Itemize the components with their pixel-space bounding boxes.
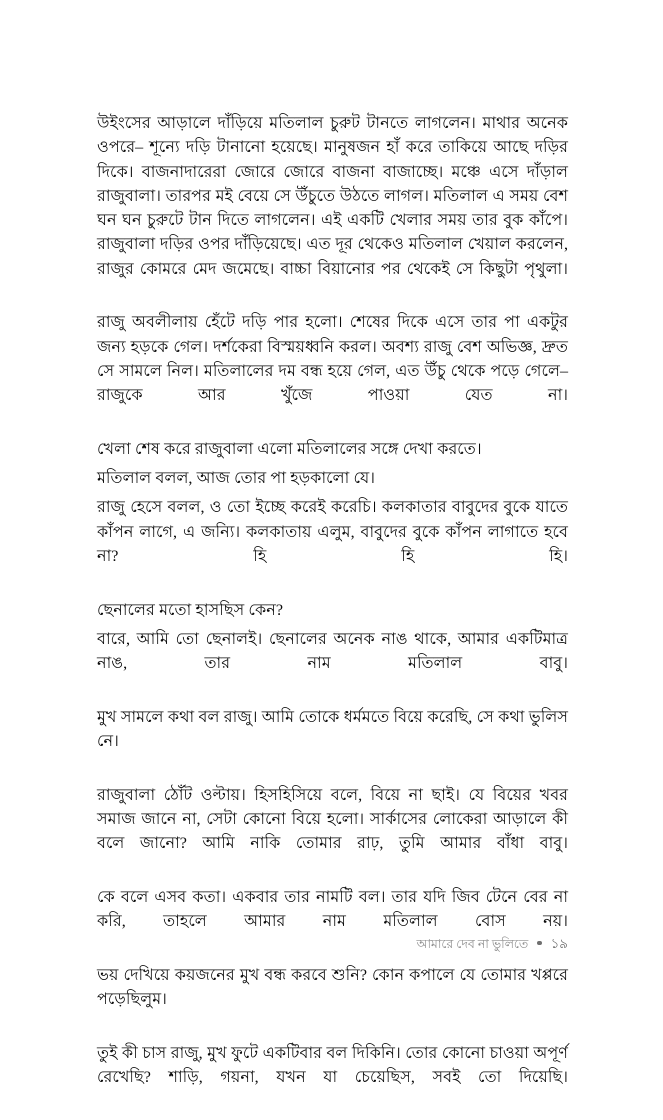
bullet-dot-icon: [537, 941, 541, 945]
footer-book-title: আমারে দেব না ভুলিতে: [416, 937, 529, 951]
paragraph: উইংসের আড়ালে দাঁড়িয়ে মতিলাল চুরুট টানতে লাগলেন। মাথার অনেক ওপরে– শূন্যে দড়ি টানানো হয়েছে। মানুষজন হাঁ করে তাকিয়ে আছে দড়ির দিকে। বাজনাদারেরা জোরে জোরে বাজনা বাজাচ্ছে। মঞ্চে এসে দাঁড়াল রাজুবালা। তারপর মই বেয়ে সে উঁচুতে উঠতে লাগল। মতিলাল এ সময় বেশ ঘন ঘন চুরুটে টান দিতে লাগলেন। এই একটি খেলার সময় তার বুক কাঁপে। রাজুবালা দড়ির ওপর দাঁড়িয়েছে। এত দূর থেকেও মতিলাল খেয়াল করলেন, রাজুর কোমরে মেদ জমেছে। বাচ্চা বিয়ানোর পর থেকেই সে কিছুটা পৃথুলা।: [97, 115, 568, 278]
paragraph: মুখ সামলে কথা বল রাজু। আমি তোকে ধর্মমতে বিয়ে করেছি, সে কথা ভুলিস নে।: [97, 708, 568, 751]
paragraph: রাজু হেসে বলল, ও তো ইচ্ছে করেই করেচি। কলকাতার বাবুদের বুকে যাতে কাঁপন লাগে, এ জন্যি। কলকাতায় এলুম, বাবুদের বুকে কাঁপন লাগাতে হবে না? হি হি হি।: [97, 499, 568, 566]
running-footer: [97, 936, 568, 952]
paragraph: রাজু অবলীলায় হেঁটে দড়ি পার হলো। শেষের দিকে এসে তার পা একটুর জন্য হড়কে গেল। দর্শকেরা বিস্ময়ধ্বনি করল। অবশ্য রাজু বেশ অভিজ্ঞ, দ্রুত সে সামলে নিল। মতিলালের দম বন্ধ হয়ে গেল, এত উঁচু থেকে পড়ে গেলে– রাজুকে আর খুঁজে পাওয়া যেত না।: [97, 314, 568, 405]
paragraph: তুই কী চাস রাজু, মুখ ফুটে একটিবার বল দিকিনি। তোর কোনো চাওয়া অপূর্ণ রেখেছি? শাড়ি, গয়না, যখন যা চেয়েছিস, সবই তো দিয়েছি।: [97, 1044, 568, 1086]
paragraph: খেলা শেষ করে রাজুবালা এলো মতিলালের সঙ্গে দেখা করতে।: [97, 440, 482, 458]
paragraph: ভয় দেখিয়ে কয়জনের মুখ বন্ধ করবে শুনি? কোন কপালে যে তোমার খপ্পরে পড়েছিলুম।: [97, 966, 568, 1009]
paragraph: মতিলাল বলল, আজ তোর পা হড়কালো যে।: [97, 470, 376, 488]
paragraph: বারে, আমি তো ছেনালই। ছেনালের অনেক নাঙ থাকে, আমার একটিমাত্র নাঙ, তার নাম মতিলাল বাবু।: [97, 630, 568, 673]
paragraph: কে বলে এসব কতা। একবার তার নামটি বল। তার যদি জিব টেনে বের না করি, তাহলে আমার নাম মতিলাল বোস নয়।: [97, 888, 568, 931]
paragraph: রাজুবালা ঠোঁট ওল্টায়। হিসহিসিয়ে বলে, বিয়ে না ছাই। যে বিয়ের খবর সমাজ জানে না, সেটা কোনো বিয়ে হলো। সার্কাসের লোকেরা আড়ালে কী বলে জানো? আমি নাকি তোমার রাঢ়, তুমি আমার বাঁধা বাবু।: [97, 786, 568, 853]
paragraph: ছেনালের মতো হাসছিস কেন?: [97, 601, 283, 619]
page-number: ১৯: [550, 936, 568, 951]
body-text-column: [97, 112, 568, 1120]
